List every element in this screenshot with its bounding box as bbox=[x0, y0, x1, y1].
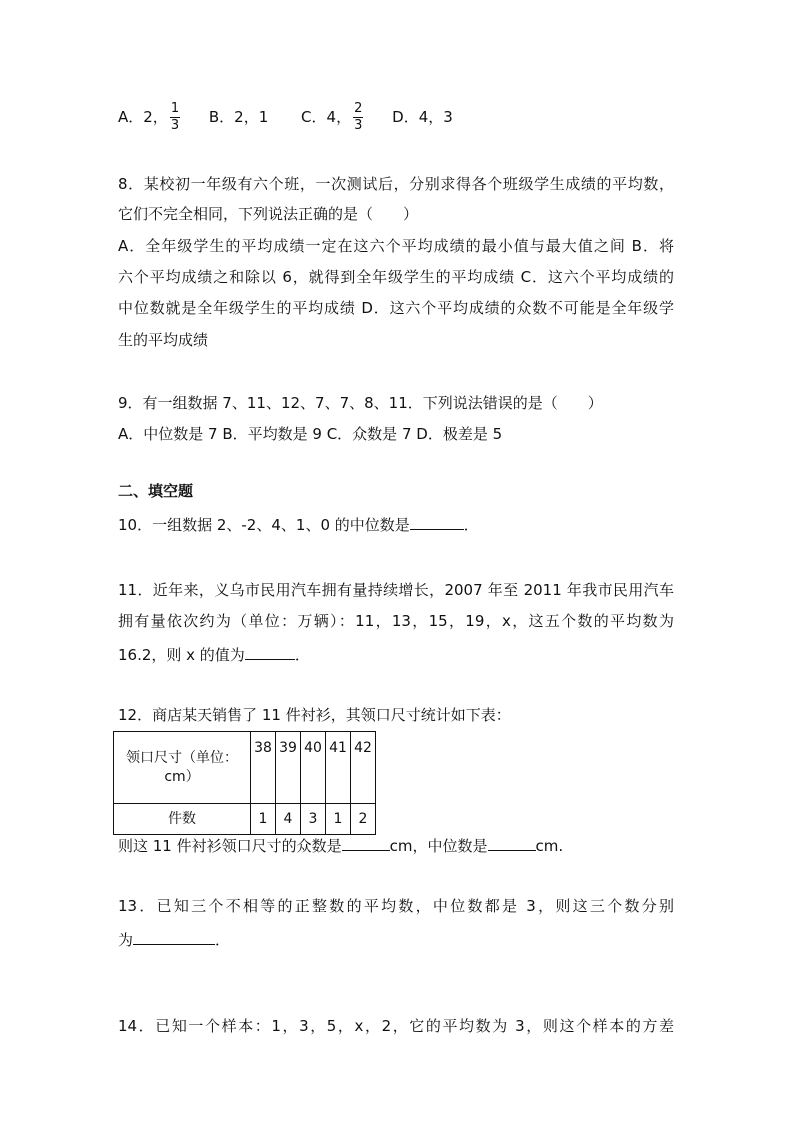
q13-line-1: 13．已知三个不相等的正整数的平均数，中位数都是 3，则这三个数分别 bbox=[118, 897, 674, 915]
size-cell: 39 bbox=[276, 732, 301, 804]
count-label-cell: 件数 bbox=[114, 804, 251, 835]
size-cell: 40 bbox=[301, 732, 326, 804]
q9-line-1: 9．有一组数据 7、11、12、7、7、8、11．下列说法错误的是（ ） bbox=[118, 394, 603, 412]
count-cell: 4 bbox=[276, 804, 301, 835]
q12-question: 则这 11 件衬衫领口尺寸的众数是 cm，中位数是 cm. bbox=[118, 837, 564, 855]
table-header-cell: 领口尺寸（单位： cm） bbox=[114, 732, 251, 804]
size-cell: 42 bbox=[351, 732, 376, 804]
q7-option-c: C．4， $\frac{2}{3}$ bbox=[301, 101, 363, 133]
answer-blank bbox=[488, 836, 536, 851]
answer-blank bbox=[410, 515, 464, 530]
count-cell: 3 bbox=[301, 804, 326, 835]
q11-line-2: 拥有量依次约为（单位：万辆）：11，13，15，19，x，这五个数的平均数为 bbox=[118, 612, 674, 630]
q11-line-1: 11．近年来，义乌市民用汽车拥有量持续增长，2007 年至 2011 年我市民用汽车 bbox=[118, 581, 674, 599]
q7-option-b: B．2，1 bbox=[208, 107, 269, 126]
collar-size-table bbox=[113, 731, 376, 835]
q10: 10．一组数据 2、-2、4、1、0 的中位数是 ． bbox=[118, 516, 479, 534]
table-row bbox=[114, 732, 376, 804]
q8-line-6: 生的平均成绩 bbox=[118, 331, 209, 349]
count-cell: 1 bbox=[326, 804, 351, 835]
answer-blank bbox=[342, 836, 390, 851]
table-row bbox=[114, 804, 376, 835]
q8-line-5: 中位数就是全年级学生的平均成绩 D．这六个平均成绩的众数不可能是全年级学 bbox=[118, 299, 674, 317]
size-cell: 41 bbox=[326, 732, 351, 804]
fraction: $\frac{2}{3}$ bbox=[354, 101, 363, 133]
size-cell: 38 bbox=[251, 732, 276, 804]
answer-blank bbox=[133, 930, 215, 945]
q9-options: A．中位数是 7 B．平均数是 9 C．众数是 7 D．极差是 5 bbox=[118, 425, 503, 443]
q8-line-4: 六个平均成绩之和除以 6，就得到全年级学生的平均成绩 C．这六个平均成绩的 bbox=[118, 268, 674, 286]
count-cell: 2 bbox=[351, 804, 376, 835]
question-7-options bbox=[118, 102, 453, 132]
q8-line-1: 8．某校初一年级有六个班，一次测试后，分别求得各个班级学生成绩的平均数， bbox=[118, 175, 674, 193]
q14-line-1: 14．已知一个样本：1，3，5，x，2，它的平均数为 3，则这个样本的方差 bbox=[118, 1017, 674, 1035]
count-cell: 1 bbox=[251, 804, 276, 835]
section-title: 二、填空题 bbox=[118, 482, 194, 500]
answer-blank bbox=[245, 645, 295, 660]
q13-line-2: 为 ． bbox=[118, 931, 231, 949]
q8-line-3: A．全年级学生的平均成绩一定在这六个平均成绩的最小值与最大值之间 B．将 bbox=[118, 237, 674, 255]
q11-line-3: 16.2，则 x 的值为 ． bbox=[118, 646, 310, 664]
q7-option-d: D．4，3 bbox=[392, 107, 453, 126]
fraction: $\frac{1}{3}$ bbox=[170, 101, 180, 133]
q12-intro: 12．商店某天销售了 11 件衬衫，其领口尺寸统计如下表： bbox=[118, 706, 511, 724]
q7-option-a: A．2， $\frac{1}{3}$ bbox=[118, 101, 180, 133]
q8-line-2: 它们不完全相同，下列说法正确的是（ ） bbox=[118, 205, 419, 223]
